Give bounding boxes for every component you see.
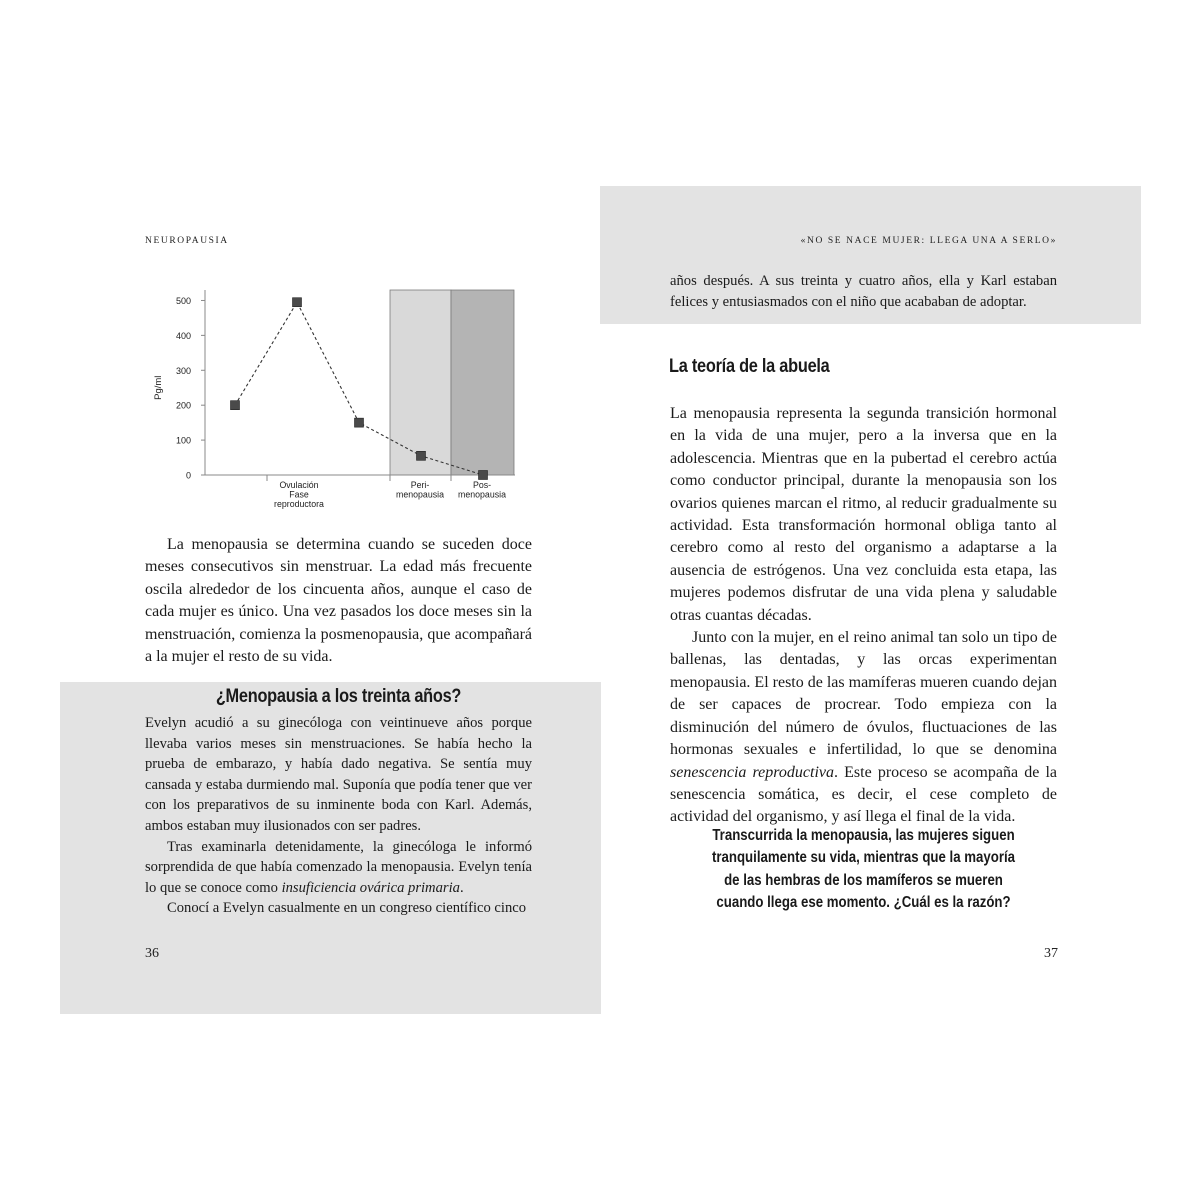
data-point: [293, 298, 302, 307]
x-category-label: Pos-: [472, 480, 492, 490]
left-body-text: [145, 534, 532, 668]
x-category-label: Peri-: [410, 480, 430, 490]
y-tick-label: 0: [185, 470, 191, 481]
running-head-right: «NO SE NACE MUJER: LLEGA UNA A SERLO»: [800, 236, 1057, 246]
pull-quote-line: cuando llega ese momento. ¿Cuál es la razón?: [716, 894, 1011, 912]
section-title: La teoría de la abuela: [669, 356, 830, 377]
shaded-region: [390, 290, 451, 475]
y-tick-label: 400: [175, 330, 191, 341]
data-point: [417, 451, 426, 460]
box-paragraph-2: Tras examinarla detenidamente, la ginecóloga le informó sorprendida de que había comenzado la menopausia. Evelyn tenía lo que se conoce como insuficiencia ovárica primaria.: [145, 838, 532, 896]
y-tick-label: 100: [175, 435, 191, 446]
y-axis-label: Pg/ml: [153, 375, 164, 400]
y-tick-label: 200: [175, 400, 191, 411]
running-head-left: NEUROPAUSIA: [145, 236, 229, 246]
x-category-label: Ovulación: [279, 480, 319, 490]
box-text: [145, 713, 532, 919]
page-number-right: 37: [1044, 946, 1058, 961]
pull-quote-line: Transcurrida la menopausia, las mujeres siguen: [712, 827, 1015, 844]
body-paragraph-2: Junto con la mujer, en el reino animal tan solo un tipo de ballenas, las dentadas, y las orcas experimentan menopausia. El resto de las mamíferas mueren cuando dejan de ser capaces de procrear. Todo empieza con la disminución del número de óvulos, fluctuaciones de las hormonas sexuales e infertilidad, lo que se denomina senescencia reproductiva. Este proceso se acompaña de la senescencia somática, es decir, el cese completo de actividad del organismo, y así llega el final de la vida.: [670, 629, 1057, 826]
box-paragraph-1: Evelyn acudió a su ginecóloga con veintinueve años porque llevaba varios meses sin menstruaciones. Se había hecho la prueba de embarazo, y había dado negativa. Se sentía muy cansada y estaba durmiendo mal. Suponía que podía tener que ver con los preparativos de su inminente boda con Karl. Además, ambos estaban muy ilusionados con ser padres.: [145, 715, 532, 834]
body-paragraph: La menopausia se determina cuando se suceden doce meses consecutivos sin menstruar. La edad más frecuente oscila alrededor de los cincuenta años, aunque el caso de cada mujer es único. Una vez pasados los doce meses sin la menstruación, comienza la posmenopausia, que acompañará a la mujer el resto de su vida.: [145, 536, 532, 666]
page-number-left: 36: [145, 946, 159, 961]
x-category-label: Fase: [289, 489, 309, 500]
box-title: ¿Menopausia a los treinta años?: [215, 686, 462, 707]
y-tick-label: 300: [175, 365, 191, 376]
pull-quote: [697, 825, 1030, 915]
x-category-label: reproductora: [274, 499, 324, 509]
data-point: [355, 418, 364, 427]
pull-quote-line: de las hembras de los mamíferos se mueren: [724, 871, 1003, 889]
y-tick-label: 500: [175, 295, 191, 306]
body-paragraph-1: La menopausia representa la segunda transición hormonal en la vida de una mujer, pero a la inversa que en la adolescencia. Mientras que en la pubertad el cerebro actúa como conductor principal, durante la menopausia son los ovarios quienes marcan el ritmo, al reducir gradualmente su actividad. Esta transformación hormonal obliga tanto al cerebro como al resto del organismo a adaptarse a la ausencia de estrógenos. Una vez concluida esta etapa, las mujeres podemos disfrutar de una vida plena y saludable otras cuantas décadas.: [670, 405, 1057, 624]
right-body-text: [670, 403, 1057, 829]
box-continuation: años después. A sus treinta y cuatro años, ella y Karl estaban felices y entusiasmados con el niño que acababan de adoptar.: [670, 273, 1057, 310]
x-category-label: menopausia: [458, 489, 506, 500]
hormone-line-chart: [140, 280, 540, 520]
pull-quote-line: tranquilamente su vida, mientras que la mayoría: [711, 849, 1016, 867]
box-paragraph-3: Conocí a Evelyn casualmente en un congreso científico cinco: [167, 900, 527, 917]
shaded-region: [451, 290, 514, 475]
data-point: [231, 401, 240, 410]
data-point: [479, 471, 488, 480]
x-category-label: menopausia: [396, 489, 444, 500]
